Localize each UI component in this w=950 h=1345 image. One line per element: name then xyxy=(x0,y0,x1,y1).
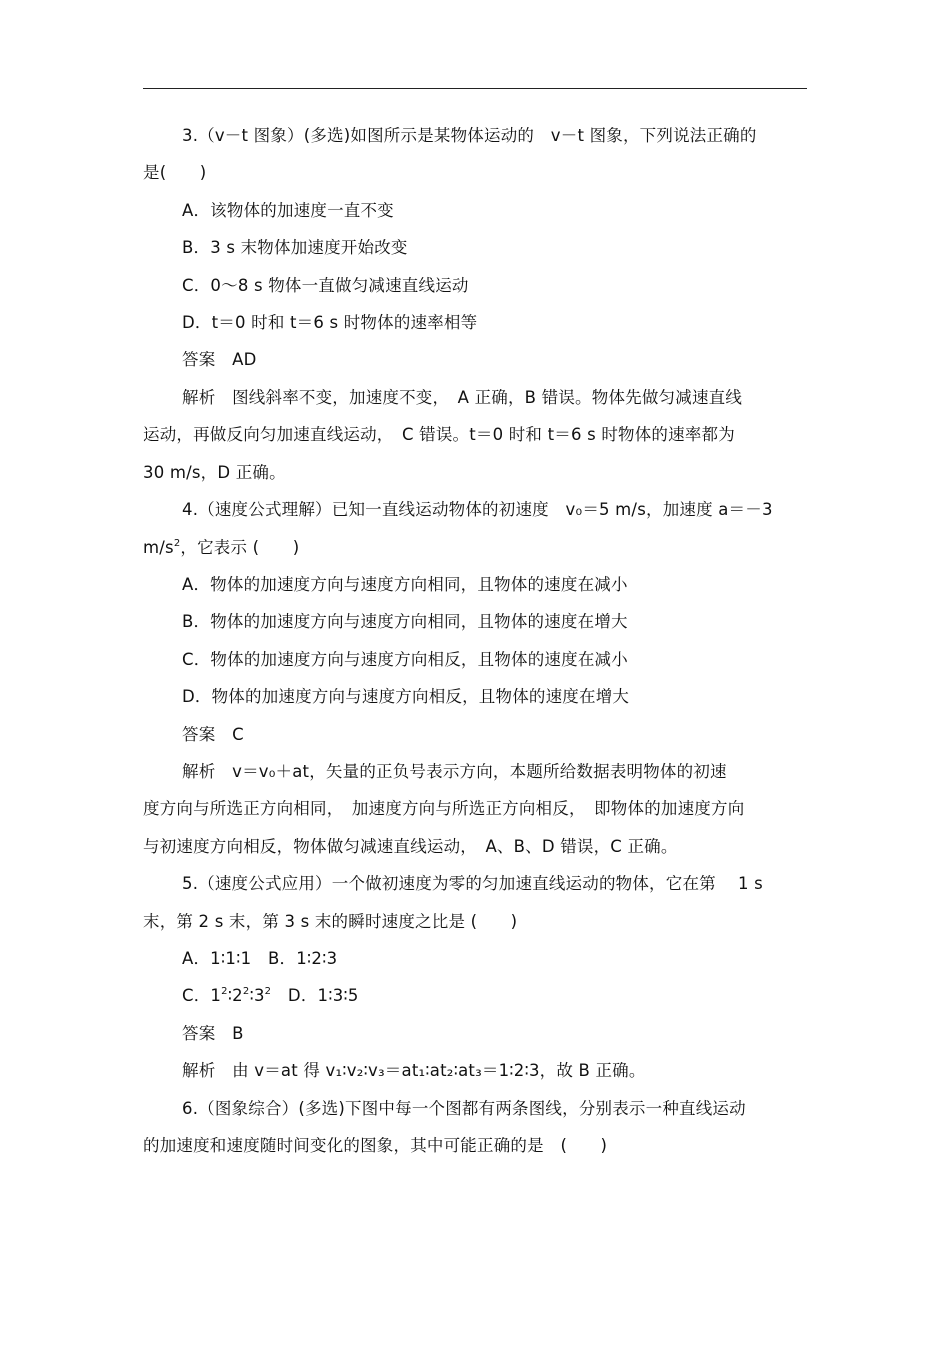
q3-option-c: C．0～8 s 物体一直做匀减速直线运动 xyxy=(182,276,469,295)
q3-explanation-end: 30 m/s，D 正确。 xyxy=(143,463,286,482)
q5-options-ab: A．1∶1∶1 B．1∶2∶3 xyxy=(182,949,338,968)
q3-explanation-cont: 运动，再做反向匀加速直线运动， C 错误。t＝0 时和 t＝6 s 时物体的速率都为 xyxy=(143,425,735,444)
q4-option-a: A．物体的加速度方向与速度方向相同，且物体的速度在减小 xyxy=(182,575,628,594)
q4-option-b: B．物体的加速度方向与速度方向相同，且物体的速度在增大 xyxy=(182,612,628,631)
q3-explanation: 解析 图线斜率不变，加速度不变， A 正确，B 错误。物体先做匀减速直线 xyxy=(182,388,743,407)
q4-explanation: 解析 v＝v₀＋at，矢量的正负号表示方向，本题所给数据表明物体的初速 xyxy=(182,762,727,781)
q4-explanation-end: 与初速度方向相反，物体做匀减速直线运动， A、B、D 错误，C 正确。 xyxy=(143,837,678,856)
q4-option-c: C．物体的加速度方向与速度方向相反，且物体的速度在减小 xyxy=(182,650,628,669)
q4-stem-cont: $m/s^2$，它表示 ( ) xyxy=(143,538,300,557)
q6-stem: 6.（图象综合）(多选)下图中每一个图都有两条图线，分别表示一种直线运动 xyxy=(182,1099,746,1118)
q3-option-a: A．该物体的加速度一直不变 xyxy=(182,201,394,220)
q5-options-cd: C．$1^2∶2^2∶3^2$ D．1∶3∶5 xyxy=(182,986,359,1005)
q6-stem-cont: 的加速度和速度随时间变化的图象，其中可能正确的是 ( ) xyxy=(143,1136,608,1155)
q5-explanation: 解析 由 v＝at 得 v₁∶v₂∶v₃＝at₁∶at₂∶at₃＝1∶2∶3，故 B 正确。 xyxy=(182,1061,646,1080)
q4-answer: 答案 C xyxy=(182,725,244,744)
q4-stem: 4.（速度公式理解）已知一直线运动物体的初速度 v₀＝5 m/s，加速度 a＝－3 xyxy=(182,500,773,519)
q5-stem: 5.（速度公式应用）一个做初速度为零的匀加速直线运动的物体，它在第 1 s xyxy=(182,874,763,893)
q3-option-d: D．t＝0 时和 t＝6 s 时物体的速率相等 xyxy=(182,313,478,332)
q5-answer: 答案 B xyxy=(182,1024,244,1043)
q3-option-b: B．3 s 末物体加速度开始改变 xyxy=(182,238,408,257)
q3-answer: 答案 AD xyxy=(182,350,257,369)
header-rule xyxy=(143,88,807,89)
q3-stem-cont: 是( ) xyxy=(143,163,207,182)
q5-stem-cont: 末，第 2 s 末，第 3 s 末的瞬时速度之比是 ( ) xyxy=(143,912,518,931)
q3-stem: 3.（v－t 图象）(多选)如图所示是某物体运动的 v－t 图象，下列说法正确的 xyxy=(182,126,757,145)
q4-option-d: D．物体的加速度方向与速度方向相反，且物体的速度在增大 xyxy=(182,687,630,706)
q4-explanation-cont: 度方向与所选正方向相同， 加速度方向与所选正方向相反， 即物体的加速度方向 xyxy=(143,799,745,818)
